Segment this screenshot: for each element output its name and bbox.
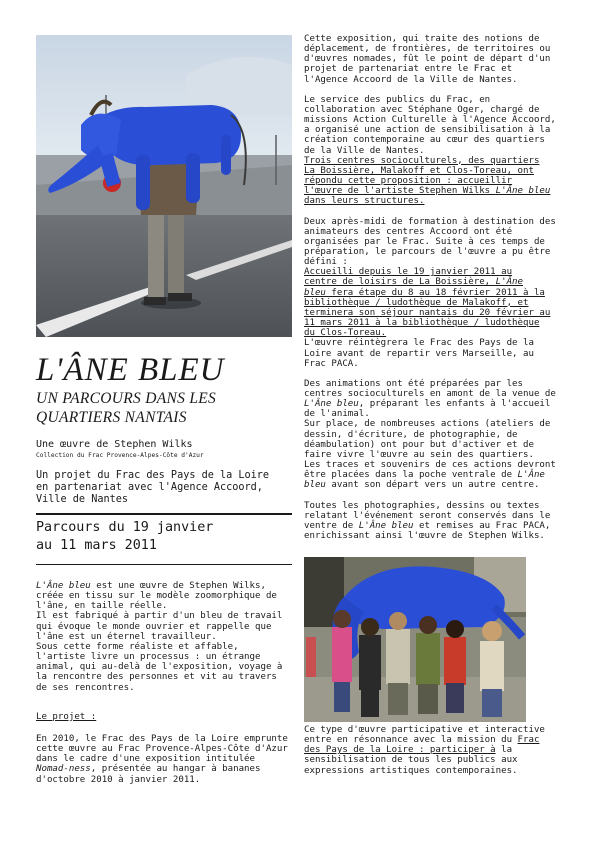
divider-top [36,513,292,515]
intro-text-rest: est une œuvre de Stephen Wilks, créée en tissu sur le modèle zoomorphique de l'âne, en taille réelle. [36,581,277,612]
right-p3-underline-5: terminera son séjour nantais du 20 février au [304,307,551,318]
right-paragraph-3 [304,217,560,369]
caption-text-a: Ce type d'œuvre participative et interactive entre en résonnance avec la mission du [304,725,545,746]
right-paragraph-1: Cette exposition, qui traite des notions de déplacement, de frontières, de territoires ou d'œuvres nomades, fût le point de départ d'un projet de partenariat entre le Frac et l'Agence Accoord de la Ville de Nantes. [304,34,551,85]
caption-text-b: la sensibilisation de tous les publics aux expressions artistiques contemporaines. [304,745,518,776]
right-p4-work-title-2: L'Âne bleu [304,470,545,491]
right-p2-work-title: L'Âne bleu [495,186,551,197]
projet-text-a: En 2010, le Frac des Pays de la Loire emprunte cette œuvre au Frac Provence-Alpes-Côte d'Azur dans le cadre d'une exposition intitulée [36,734,288,765]
right-p2-underline-2: La Boissière, Malakoff et Clos-Toreau, ont [304,165,534,176]
title-block [36,352,286,506]
right-p3-text: Deux après-midi de formation à destination des animateurs des centres Accoord ont été organisées par le Frac. Suite à ces temps de préparation, le parcours de l'œuvre a pu être défini : [304,216,556,268]
work-title: L'Âne bleu [36,581,91,591]
collection-credit: Collection du Frac Provence-Alpes-Côte d'Azur [36,452,204,459]
subtitle-line-1: UN PARCOURS DANS LES [36,390,217,407]
right-p3-closing: L'œuvre réintègrera le Frac des Pays de la Loire avant de repartir vers Marseille, au Frac PACA. [304,338,534,369]
right-paragraph-4 [304,379,560,491]
exhibition-title: Nomad-ness [36,764,91,775]
caption-underline: Frac des Pays de la Loire : participer à [304,735,540,756]
projet-text [36,734,292,785]
right-p4-text-c: Sur place, de nombreuses actions (ateliers de dessin, d'écriture, de photographie, de déambulation) ont pour but d'activer et de faire vivre l'œuvre au sein des quartiers. [304,419,551,460]
right-p2-underline-1: Trois centres socioculturels, des quartiers [304,155,540,166]
dates-line-2: au 11 mars 2011 [36,538,157,553]
right-p2-underline-4: l'œuvre de l'artiste Stephen Wilks [304,186,496,197]
dates-heading [36,519,292,555]
right-p4-work-title: L'Âne bleu [304,399,359,410]
right-p3-underline-7: du Clos-Toreau. [304,328,387,339]
projet-label: Le projet : [36,712,97,722]
dates-line-1: Parcours du 19 janvier [36,520,214,535]
photo-caption [304,725,560,776]
photo-man-carrying-donkey [36,35,292,337]
subtitle-line-2: QUARTIERS NANTAIS [36,409,187,426]
right-paragraph-5 [304,501,560,542]
right-p3-underline-1: Accueilli depuis le 19 janvier 2011 au [304,267,513,278]
right-column [304,34,560,551]
intro-paragraph-3: Sous cette forme réaliste et affable, l'artiste livre un processus : un étrange animal, qui au-delà de l'exposition, voyage à la rencontre des personnes et vit au travers de ses rencontres. [36,641,283,693]
intro-text [36,581,292,693]
artist-byline: Une œuvre de Stephen Wilks [36,439,193,450]
right-p3-work-title-a: L'Âne [495,277,523,288]
partnership-text: Un projet du Frac des Pays de la Loire en partenariat avec l'Agence Accoord, Ville de Nantes [36,470,270,505]
photo-children-with-donkey [304,557,526,722]
right-p3-work-title-b: bleu [304,287,326,298]
right-p4-text-d: Les traces et souvenirs de ces actions devront être placées dans la poche ventrale de [304,460,556,481]
right-p4-text-b: , préparant les enfants à l'accueil de l'animal. [304,399,551,420]
intro-paragraph-2: Il est fabriqué à partir d'un bleu de travail qui évoque le monde ouvrier et rappelle que l'âne est un éternel travailleur. [36,611,283,642]
divider-bottom [36,564,292,565]
right-p3-underline-2: centre de loisirs de La Boissière, [304,277,496,288]
right-paragraph-2 [304,95,560,207]
right-p3-underline-3: fera étape du 8 au 18 février 2011 à la [325,287,545,298]
right-p5-work-title: L'Âne bleu [358,520,414,531]
page-title: L'ÂNE BLEU [36,352,225,388]
right-p4-text-e: avant son départ vers un autre centre. [325,480,540,491]
right-p4-text-a: Des animations ont été préparées par les centres socioculturels en amont de la venue de [304,378,556,399]
right-p2-underline-5: dans leurs structures. [304,196,425,207]
right-p2-underline-3: répondu cette proposition : accueillir [304,176,513,187]
right-p3-underline-4: bibliothèque / ludothèque de Malakoff, et [304,297,529,308]
right-p5-text-a: Toutes les photographies, dessins ou textes relatant l'événement seront conservés dans le ventre de [304,500,551,531]
right-p3-underline-6: 11 mars 2011 à la bibliothèque / ludothèque [304,318,540,329]
projet-text-b: , présentée au hangar à bananes d'octobre 2010 à janvier 2011. [36,764,261,785]
right-p5-text-b: et remises au Frac PACA, enrichissant ainsi l'œuvre de Stephen Wilks. [304,520,551,542]
right-p2-text: Le service des publics du Frac, en collaboration avec Stéphane Oger, chargé de missions Action Culturelle à l'Agence Accoord, a organisé une action de sensibilisation à la création contemporaine au cœur des quartiers de la Ville de Nantes. [304,94,556,156]
